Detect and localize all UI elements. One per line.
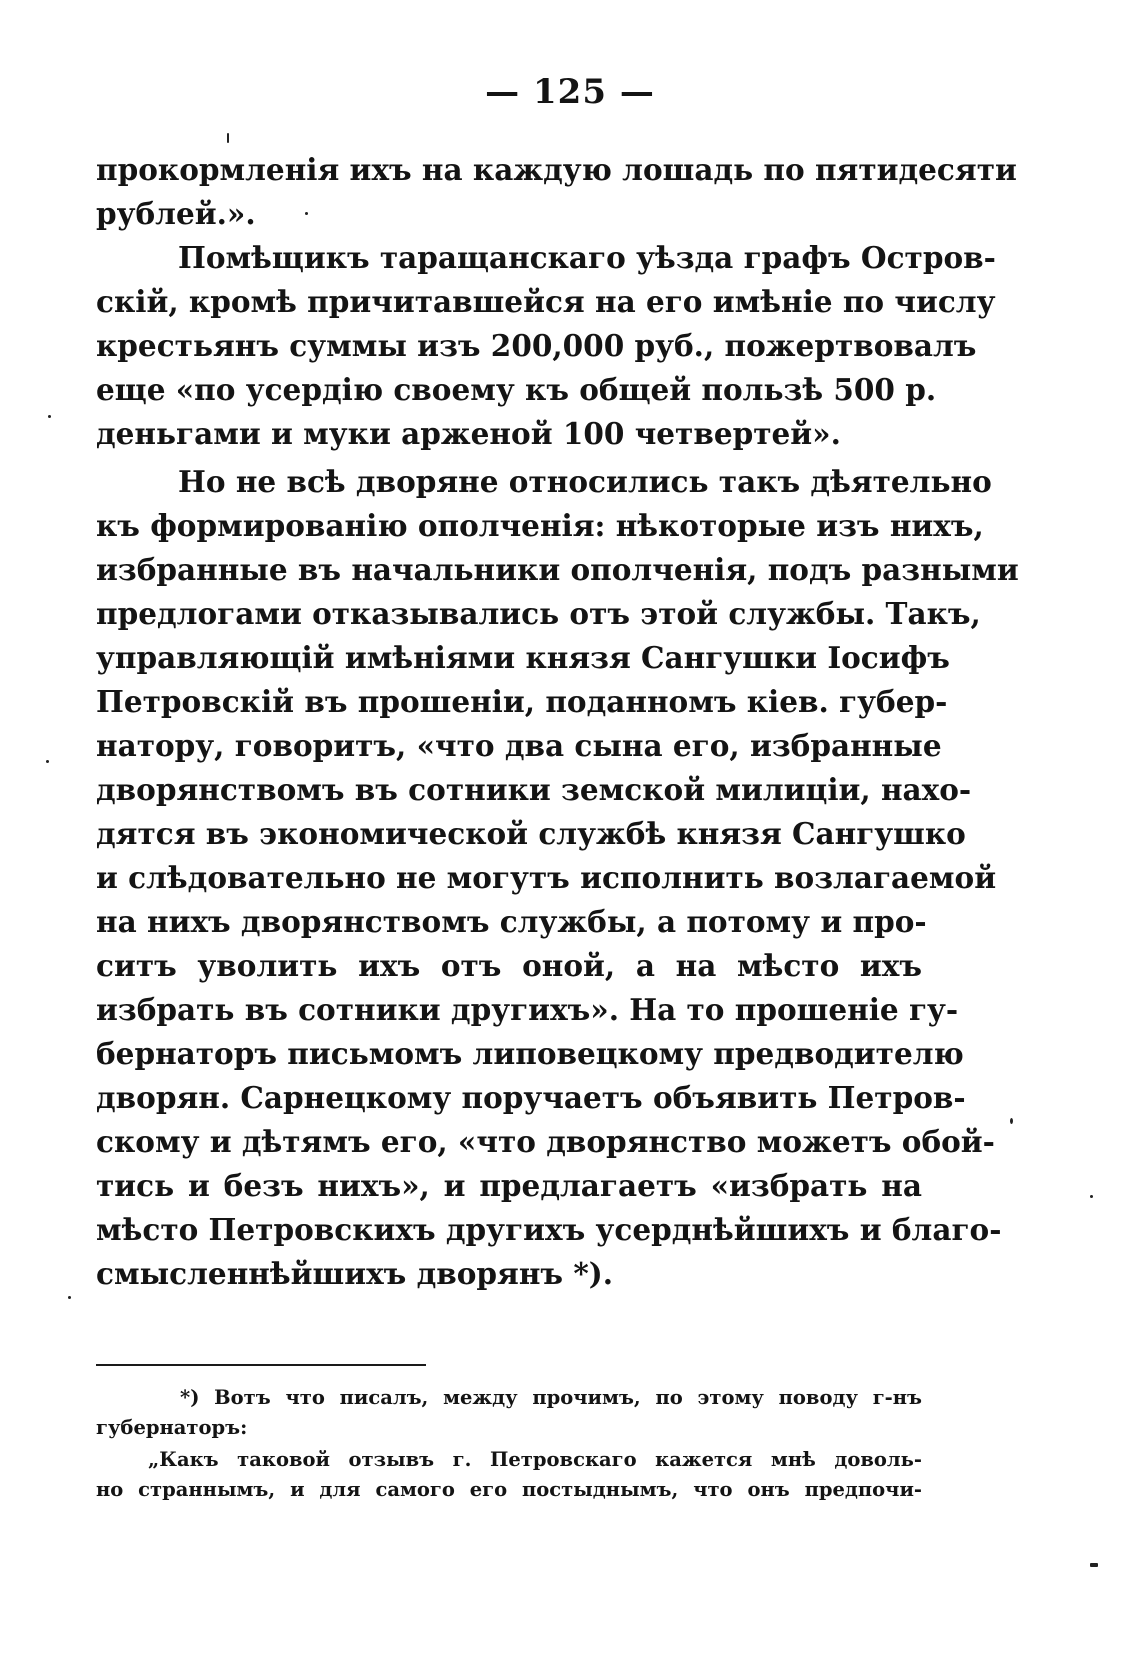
- text-line: дворян. Сарнецкому поручаетъ объявить Петров-: [96, 1080, 966, 1115]
- text-line: дворянствомъ въ сотники земской милиціи, нахо-: [96, 772, 972, 807]
- text-line: еще «по усердію своему къ общей пользѣ 500 р.: [96, 372, 937, 407]
- scan-speck: [68, 1296, 71, 1299]
- text-line: Но не всѣ дворяне относились такъ дѣятельно: [178, 464, 992, 499]
- footnote-line: губернаторъ:: [96, 1416, 248, 1439]
- text-line: рублей.».: [96, 196, 256, 231]
- text-line: мѣсто Петровскихъ другихъ усерднѣйшихъ и благо-: [96, 1212, 1002, 1247]
- text-line: натору, говоритъ, «что два сына его, избранные: [96, 728, 942, 763]
- text-line: прокормленія ихъ на каждую лошадь по пятидесяти: [96, 152, 1017, 187]
- footnote-line: *) Вотъ что писалъ, между прочимъ, по этому поводу г-нъ: [180, 1386, 922, 1409]
- scan-speck: [46, 760, 49, 763]
- page-number: — 125 —: [485, 72, 655, 112]
- text-line: Помѣщикъ таращанскаго уѣзда графъ Остров-: [178, 240, 996, 275]
- text-line: скому и дѣтямъ его, «что дворянство можетъ обой-: [96, 1124, 995, 1159]
- text-line: деньгами и муки арженой 100 четвертей».: [96, 416, 841, 451]
- text-line: тись и безъ нихъ», и предлагаетъ «избрать на: [96, 1168, 922, 1203]
- footnote-divider: [96, 1364, 426, 1366]
- scan-speck: [1090, 1195, 1093, 1198]
- text-line: скій, кромѣ причитавшейся на его имѣніе по числу: [96, 284, 996, 319]
- text-line: и слѣдовательно не могутъ исполнить возлагаемой: [96, 860, 997, 895]
- scan-speck: [1010, 1118, 1013, 1124]
- text-line: избрать въ сотники другихъ». На то прошеніе гу-: [96, 992, 959, 1027]
- text-line: крестьянъ суммы изъ 200,000 руб., пожертвовалъ: [96, 328, 977, 363]
- text-line: смысленнѣйшихъ дворянъ *).: [96, 1256, 613, 1291]
- text-line: управляющій имѣніями князя Сангушки Іосифъ: [96, 640, 950, 675]
- footnote-line: „Какъ таковой отзывъ г. Петровскаго кажется мнѣ доволь-: [148, 1448, 922, 1471]
- scan-speck: [305, 212, 308, 215]
- scan-speck: [48, 415, 51, 418]
- footnote-line: но страннымъ, и для самого его постыднымъ, что онъ предпочи-: [96, 1478, 922, 1501]
- text-line: на нихъ дворянствомъ службы, а потому и про-: [96, 904, 927, 939]
- text-line: дятся въ экономической службѣ князя Сангушко: [96, 816, 966, 851]
- scan-speck: [227, 133, 229, 143]
- text-line: ситъ уволить ихъ отъ оной, а на мѣсто ихъ: [96, 948, 922, 983]
- text-line: къ формированію ополченія: нѣкоторые изъ нихъ,: [96, 508, 984, 543]
- text-line: предлогами отказывались отъ этой службы. Такъ,: [96, 596, 981, 631]
- text-line: избранные въ начальники ополченія, подъ разными: [96, 552, 1019, 587]
- text-line: бернаторъ письмомъ липовецкому предводителю: [96, 1036, 964, 1071]
- text-line: Петровскій въ прошеніи, поданномъ кіев. губер-: [96, 684, 948, 719]
- scan-speck: [1090, 1563, 1098, 1567]
